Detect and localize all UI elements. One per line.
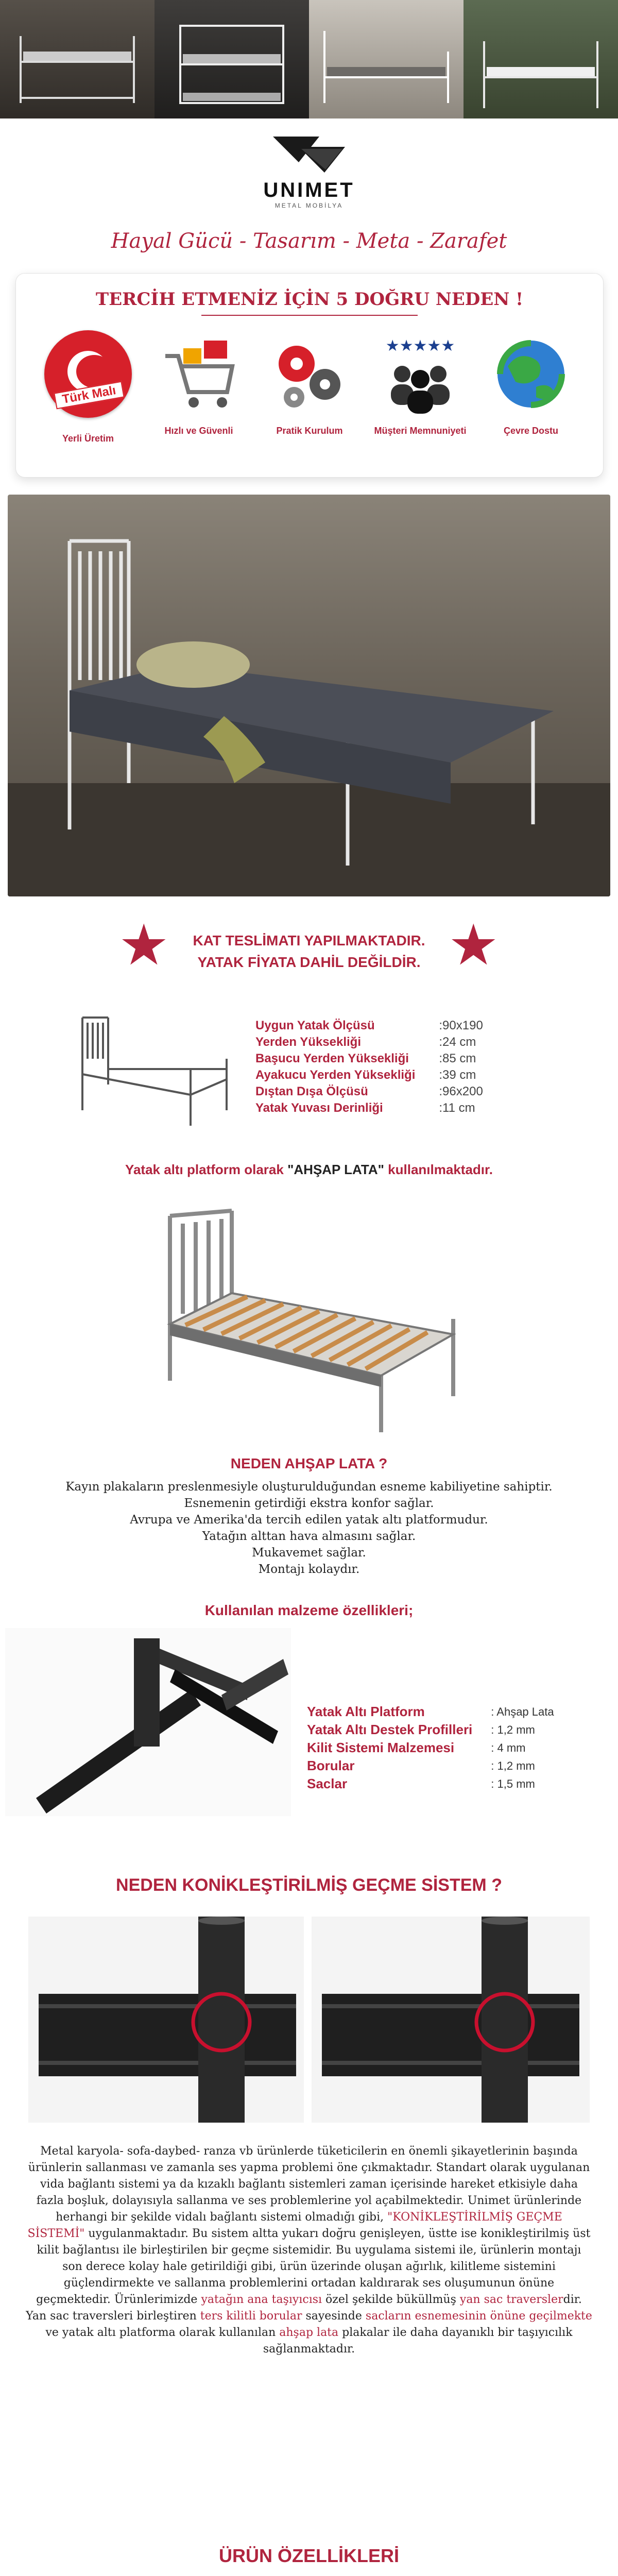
reason-item bbox=[258, 330, 361, 436]
turk-mali-badge: Türk Malı bbox=[54, 381, 125, 410]
material-value: : 1,2 mm bbox=[491, 1759, 535, 1772]
conic-text: özel şekilde büküllmüş bbox=[322, 2293, 460, 2306]
delivery-line-2: YATAK FİYATA DAHİL DEĞİLDİR. bbox=[197, 954, 421, 970]
reason-label: Hızlı ve Güvenli bbox=[164, 426, 233, 436]
materials-table bbox=[304, 1703, 555, 1793]
material-value: : Ahşap Lata bbox=[491, 1705, 554, 1718]
material-value: : 4 mm bbox=[491, 1741, 526, 1754]
spec-value: :96x200 bbox=[439, 1084, 483, 1098]
material-label: Borular bbox=[307, 1758, 355, 1773]
reason-label: Çevre Dostu bbox=[503, 426, 559, 436]
spec-label: Yerden Yüksekliği bbox=[255, 1035, 361, 1049]
reason-item bbox=[369, 330, 472, 436]
turkish-flag-icon bbox=[44, 330, 132, 418]
reasons-title: TERCİH ETMENİZ İÇİN 5 DOĞRU NEDEN ! bbox=[95, 289, 524, 310]
material-label: Yatak Altı Destek Profilleri bbox=[307, 1722, 473, 1737]
material-row bbox=[304, 1775, 555, 1793]
shopping-cart-icon bbox=[155, 330, 243, 418]
star-icon: ★ bbox=[448, 913, 499, 977]
delivery-notice bbox=[0, 913, 618, 989]
brand-name: UNIMET bbox=[263, 179, 355, 201]
spec-row bbox=[252, 1034, 486, 1050]
conic-highlight: "KONİKLEŞTİRİLMİŞ GEÇME SİSTEMİ" bbox=[27, 2211, 562, 2240]
conic-text: sayesinde bbox=[302, 2310, 366, 2323]
conic-text: Metal karyola- sofa-daybed- ranza vb ürünlerde tüketicilerin en önemli şikayetlerinin başında ürünlerin sallanması ve zamanla ses yapma problemi öne çıkmaktadır. Standart olarak uygulanan vida bağlantı sistemi ya da kızaklı bağlantı sistemleri zaman içerisinde hareket etkisiyle daha fazla boşluk, dolayısıyla sallanma ve ses problemlerine yol açabilmektedir. Unimet ürünlerinde herhangi bir şekilde vidalı bağlantı sistemi olmadığı gibi, bbox=[28, 2145, 590, 2224]
features-title: ÜRÜN ÖZELLİKLERİ bbox=[219, 2545, 399, 2566]
spec-label: Yatak Yuvası Derinliği bbox=[255, 1101, 383, 1115]
slat-bed-render bbox=[124, 1195, 494, 1443]
why-lata-line: Kayın plakaların preslenmesiyle oluşturulduğundan esneme kabiliyetine sahiptir. bbox=[65, 1480, 553, 1494]
spec-row bbox=[252, 1050, 486, 1067]
material-value: : 1,5 mm bbox=[491, 1777, 535, 1790]
globe-recycle-icon bbox=[487, 330, 575, 418]
conic-highlight: yatağın ana taşıyıcısı bbox=[201, 2293, 322, 2306]
svg-text:★★★★★: ★★★★★ bbox=[385, 337, 455, 354]
material-label: Kilit Sistemi Malzemesi bbox=[307, 1740, 455, 1755]
platform-text-pre: Yatak altı platform olarak bbox=[125, 1162, 288, 1177]
why-lata-line: Esnemenin getirdiği ekstra konfor sağlar. bbox=[184, 1497, 434, 1510]
conic-photo-2 bbox=[312, 1917, 590, 2123]
brand-logo bbox=[0, 131, 618, 219]
why-lata-line: Avrupa ve Amerika'da tercih edilen yatak altı platformudur. bbox=[130, 1513, 488, 1527]
reason-item bbox=[479, 330, 582, 436]
materials-photo bbox=[5, 1628, 291, 1816]
reason-item bbox=[147, 330, 250, 436]
material-value: : 1,2 mm bbox=[491, 1723, 535, 1736]
spec-row bbox=[252, 1083, 486, 1100]
hero-bed-photo bbox=[8, 495, 610, 896]
platform-text-post: kullanılmaktadır. bbox=[384, 1162, 493, 1177]
conic-text: uygulanmaktadır. Bu sistem altta yukarı doğru genişleyen, üstte ise konikleştirilmiş üst kilit bağlantısı ile birleştirilen bir geçme sistemidir. Bu uygulama sistemi ile, ürünlerin montajı son derece kolay hale getirildiği gibi, ürün üzerinde oluşan ağırlık, kilitleme sistemini güçlendirmekte ve sallanma problemlerini ortadan kaldırarak ses oluşumunun önüne geçmektedir. Ürünlerimizde bbox=[36, 2227, 591, 2306]
conic-paragraph bbox=[26, 2143, 592, 2358]
spec-row bbox=[252, 1018, 486, 1034]
spec-row bbox=[252, 1100, 486, 1116]
spec-bed-drawing bbox=[72, 1007, 237, 1131]
conic-text: ve yatak altı platforma olarak kullanılan bbox=[45, 2326, 280, 2339]
users-stars-icon bbox=[376, 330, 464, 418]
conic-text: plakalar ile daha dayanıklı bir taşıyıcılık sağlanmaktadır. bbox=[263, 2326, 573, 2355]
collage-photo-3 bbox=[309, 0, 464, 118]
reasons-divider bbox=[201, 315, 418, 316]
conic-highlight: yan sac traversler bbox=[459, 2293, 563, 2306]
why-lata-title: NEDEN AHŞAP LATA ? bbox=[230, 1455, 388, 1471]
reason-label: Pratik Kurulum bbox=[276, 426, 343, 436]
brand-subtitle: METAL MOBİLYA bbox=[274, 202, 344, 209]
slogan: Hayal Gücü - Tasarım - Meta - Zarafet bbox=[111, 229, 507, 253]
gears-icon bbox=[266, 330, 353, 418]
collage-photo-4 bbox=[464, 0, 618, 118]
conic-text: dir. Yan sac traversleri birleştiren bbox=[26, 2293, 582, 2323]
conic-highlight: sacların esnemesinin önüne geçilmekte bbox=[365, 2310, 592, 2323]
conic-highlight: ahşap lata bbox=[279, 2326, 339, 2339]
spec-value: :11 cm bbox=[439, 1101, 475, 1115]
spec-value: :39 cm bbox=[439, 1068, 476, 1082]
platform-caption bbox=[0, 1162, 618, 1178]
reason-label: Müşteri Memnuniyeti bbox=[374, 426, 467, 436]
conic-highlight: ters kilitli borular bbox=[200, 2310, 302, 2323]
spec-value: :90x190 bbox=[439, 1019, 483, 1032]
why-lata-line: Montajı kolaydır. bbox=[258, 1563, 360, 1576]
star-icon: ★ bbox=[118, 913, 169, 977]
material-row bbox=[304, 1757, 555, 1775]
conic-photo-1 bbox=[28, 1917, 304, 2123]
spec-value: :85 cm bbox=[439, 1052, 476, 1065]
reasons-card bbox=[15, 273, 604, 478]
material-label: Yatak Altı Platform bbox=[307, 1704, 425, 1719]
material-row bbox=[304, 1721, 555, 1739]
collage-photo-1 bbox=[0, 0, 154, 118]
spec-value: :24 cm bbox=[439, 1035, 476, 1049]
unimet-logo-icon bbox=[263, 131, 355, 178]
spec-label: Başucu Yerden Yüksekliği bbox=[255, 1052, 409, 1065]
spec-table bbox=[252, 1018, 486, 1116]
material-label: Saclar bbox=[307, 1776, 348, 1791]
platform-text-em: "AHŞAP LATA" bbox=[287, 1162, 384, 1177]
material-row bbox=[304, 1739, 555, 1757]
top-collage bbox=[0, 0, 618, 118]
spec-row bbox=[252, 1067, 486, 1083]
why-lata-line: Mukavemet sağlar. bbox=[252, 1546, 366, 1560]
collage-photo-2 bbox=[154, 0, 309, 118]
delivery-line-1: KAT TESLİMATI YAPILMAKTADIR. bbox=[193, 933, 425, 948]
why-lata-list bbox=[0, 1479, 618, 1578]
spec-label: Uygun Yatak Ölçüsü bbox=[255, 1019, 375, 1032]
reason-item bbox=[37, 330, 140, 444]
materials-title: Kullanılan malzeme özellikleri; bbox=[204, 1602, 414, 1618]
material-row bbox=[304, 1703, 555, 1721]
spec-label: Dıştan Dışa Ölçüsü bbox=[255, 1084, 368, 1098]
reason-label: Yerli Üretim bbox=[62, 433, 114, 444]
why-lata-line: Yatağın alttan hava almasını sağlar. bbox=[202, 1530, 416, 1543]
conic-title: NEDEN KONİKLEŞTİRİLMİŞ GEÇME SİSTEM ? bbox=[116, 1875, 502, 1895]
spec-label: Ayakucu Yerden Yüksekliği bbox=[255, 1068, 416, 1082]
